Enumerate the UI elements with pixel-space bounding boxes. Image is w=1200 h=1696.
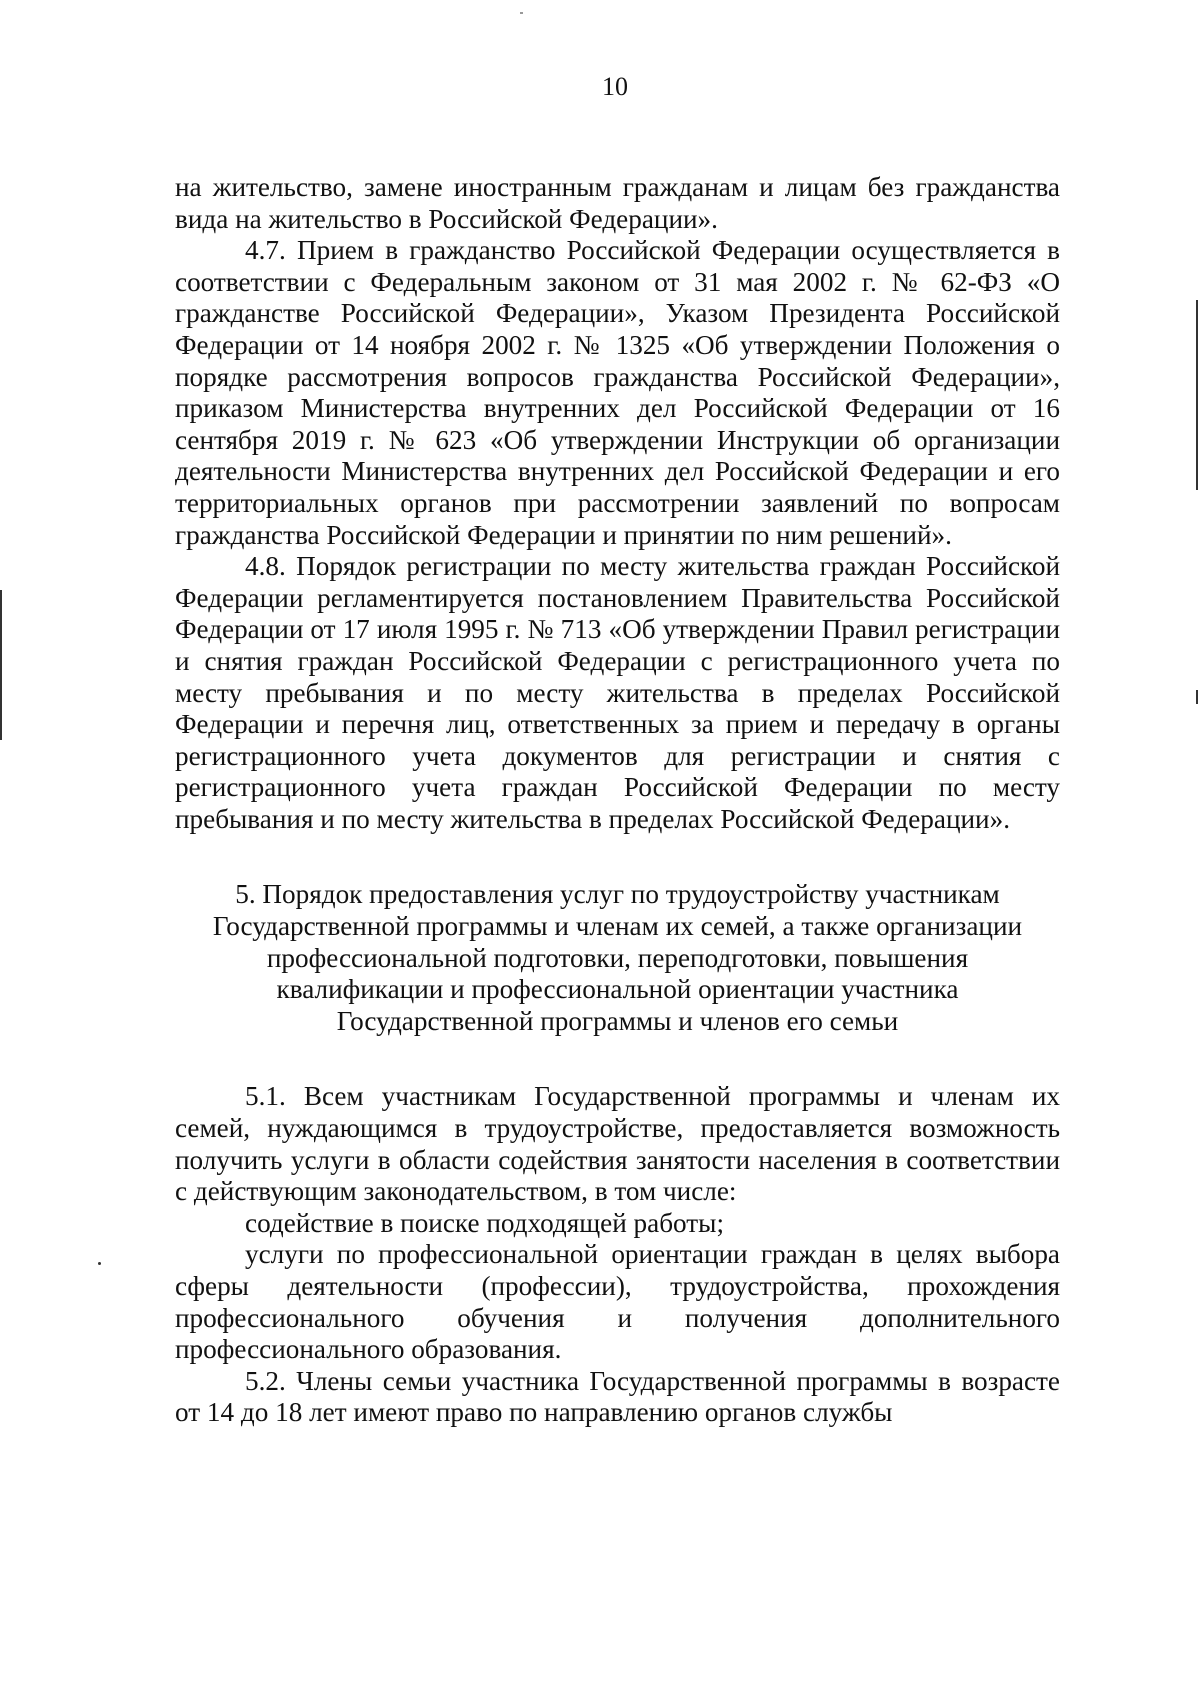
document-body [175, 172, 1060, 1429]
heading-line: квалификации и профессиональной ориентации участника [276, 974, 959, 1005]
scan-edge-mark-right [1196, 300, 1198, 490]
paragraph-4-8: 4.8. Порядок регистрации по месту жительства граждан Российской Федерации регламентируется постановлением Правительства Российской Федерации от 17 июля 1995 г. № 713 «Об утверждении Правил регистрации и снятия граждан Российской Федерации с регистрационного учета по месту пребывания и по месту жительства в пределах Российской Федерации и перечня лиц, ответственных за прием и передачу в органы регистрационного учета документов для регистрации и снятия с регистрационного учета граждан Российской Федерации по месту пребывания и по месту жительства в пределах Российской Федерации». [175, 551, 1060, 834]
list-item-job-search: содействие в поиске подходящей работы; [245, 1207, 724, 1238]
scan-dot [98, 1262, 101, 1265]
heading-line: 5. Порядок предоставления услуг по трудоустройству участникам [235, 879, 1000, 910]
section-5-heading [175, 879, 1060, 1037]
paragraph-4-7: 4.7. Прием в гражданство Российской Федерации осуществляется в соответствии с Федеральным законом от 31 мая 2002 г. № 62-ФЗ «О гражданстве Российской Федерации», Указом Президента Российской Федерации от 14 ноября 2002 г. № 1325 «Об утверждении Положения о порядке рассмотрения вопросов гражданства Российской Федерации», приказом Министерства внутренних дел Российской Федерации от 16 сентября 2019 г. № 623 «Об утверждении Инструкции об организации деятельности Министерства внутренних дел Российской Федерации и его территориальных органов при рассмотрении заявлений по вопросам гражданства Российской Федерации и принятии по ним решений». [175, 235, 1060, 550]
paragraph-5-1: 5.1. Всем участникам Государственной программы и членам их семей, нуждающимся в трудоустройстве, предоставляется возможность получить услуги в области содействия занятости населения в соответствии с действующим законодательством, в том числе: [175, 1081, 1060, 1207]
paragraph-5-2: 5.2. Члены семьи участника Государственной программы в возрасте от 14 до 18 лет имеют право по направлению органов службы [175, 1365, 1060, 1428]
heading-line: Государственной программы и членам их семей, а также организации [212, 911, 1023, 942]
page-number: 10 [602, 72, 628, 101]
heading-line: профессиональной подготовки, переподготовки, повышения [266, 942, 969, 973]
list-item-career-guidance: услуги по профессиональной ориентации граждан в целях выбора сферы деятельности (профессии), трудоустройства, прохождения профессионального обучения и получения дополнительного профессионального образования. [175, 1239, 1060, 1365]
paragraph-continuation: на жительство, замене иностранным гражданам и лицам без гражданства вида на жительство в Российской Федерации». [175, 172, 1060, 234]
heading-line: Государственной программы и членов его семьи [336, 1005, 899, 1036]
scan-edge-mark-right-lower [1196, 690, 1198, 704]
scan-edge-mark-left [0, 590, 2, 740]
scan-dot [520, 12, 523, 14]
